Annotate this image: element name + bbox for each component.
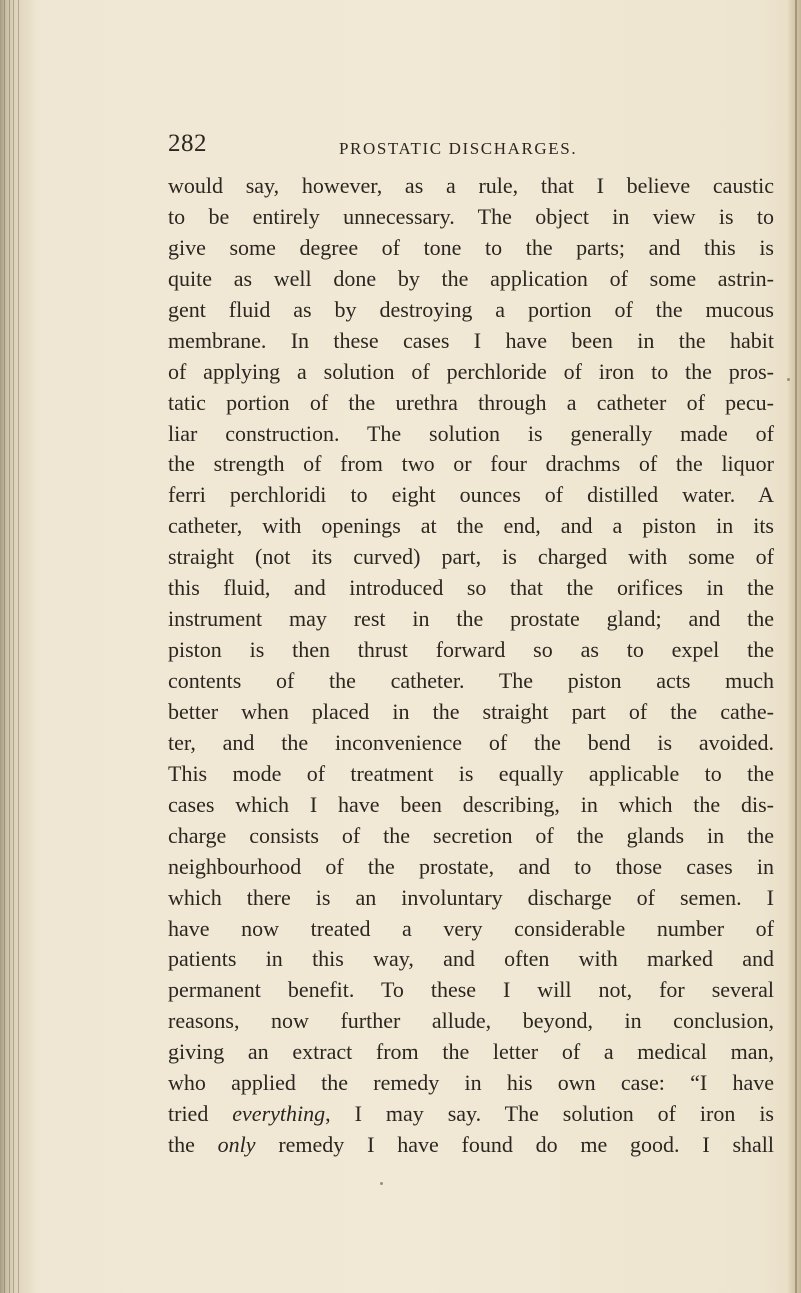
page-header bbox=[0, 128, 801, 168]
text-line: straight (not its curved) part, is charged with some of bbox=[168, 544, 774, 570]
text-line: permanent benefit. To these I will not, for several bbox=[168, 977, 774, 1003]
text-line: of applying a solution of perchloride of iron to the pros- bbox=[168, 358, 774, 384]
text-line: would say, however, as a rule, that I believe caustic bbox=[168, 173, 774, 198]
text-line: giving an extract from the letter of a medical man, bbox=[168, 1039, 774, 1065]
text-line: liar construction. The solution is generally made of bbox=[168, 420, 774, 446]
text-line: the only remedy I have found do me good. I shall bbox=[168, 1132, 774, 1158]
text-line: instrument may rest in the prostate gland; and the bbox=[168, 606, 774, 632]
text-line: cases which I have been describing, in which the dis- bbox=[168, 791, 774, 817]
gutter-line bbox=[18, 0, 19, 1293]
text-line: tried everything, I may say. The solution of iron is bbox=[168, 1101, 774, 1127]
page-edge-line bbox=[795, 0, 797, 1293]
text-line: patients in this way, and often with marked and bbox=[168, 946, 774, 972]
page-number: 282 bbox=[168, 130, 207, 157]
text-line: give some degree of tone to the parts; and this is bbox=[168, 234, 774, 260]
text-line: which there is an involuntary discharge of semen. I bbox=[168, 884, 774, 910]
text-line: contents of the catheter. The piston acts much bbox=[168, 668, 774, 693]
paper-speck bbox=[787, 378, 790, 381]
gutter-line bbox=[9, 0, 10, 1293]
gutter-line bbox=[4, 0, 5, 1293]
text-line: this fluid, and introduced so that the orifices in the bbox=[168, 575, 774, 601]
text-line: piston is then thrust forward so as to expel the bbox=[168, 637, 774, 663]
text-line: who applied the remedy in his own case: “I have bbox=[168, 1070, 774, 1096]
text-line: quite as well done by the application of some astrin- bbox=[168, 265, 774, 291]
gutter-line bbox=[13, 0, 14, 1293]
text-line: ter, and the inconvenience of the bend is avoided. bbox=[168, 729, 774, 755]
text-line: charge consists of the secretion of the glands in the bbox=[168, 822, 774, 848]
running-head: PROSTATIC DISCHARGES. bbox=[339, 139, 578, 158]
text-line: have now treated a very considerable number of bbox=[168, 915, 774, 941]
text-line: better when placed in the straight part of the cathe- bbox=[168, 698, 774, 724]
text-line: ferri perchloridi to eight ounces of distilled water. A bbox=[168, 482, 774, 508]
page-edge bbox=[787, 0, 801, 1293]
binding-gutter bbox=[0, 0, 36, 1293]
body-text bbox=[168, 171, 774, 1161]
text-line: reasons, now further allude, beyond, in conclusion, bbox=[168, 1008, 774, 1034]
text-line: the strength of from two or four drachms of the liquor bbox=[168, 451, 774, 477]
text-line: to be entirely unnecessary. The object in view is to bbox=[168, 203, 774, 229]
text-line: catheter, with openings at the end, and a piston in its bbox=[168, 513, 774, 539]
text-line: membrane. In these cases I have been in the habit bbox=[168, 327, 774, 353]
text-line: This mode of treatment is equally applicable to the bbox=[168, 760, 774, 786]
text-line: neighbourhood of the prostate, and to those cases in bbox=[168, 853, 774, 879]
paper-speck bbox=[380, 1182, 383, 1185]
text-line: tatic portion of the urethra through a catheter of pecu- bbox=[168, 389, 774, 415]
text-line: gent fluid as by destroying a portion of the mucous bbox=[168, 296, 774, 322]
